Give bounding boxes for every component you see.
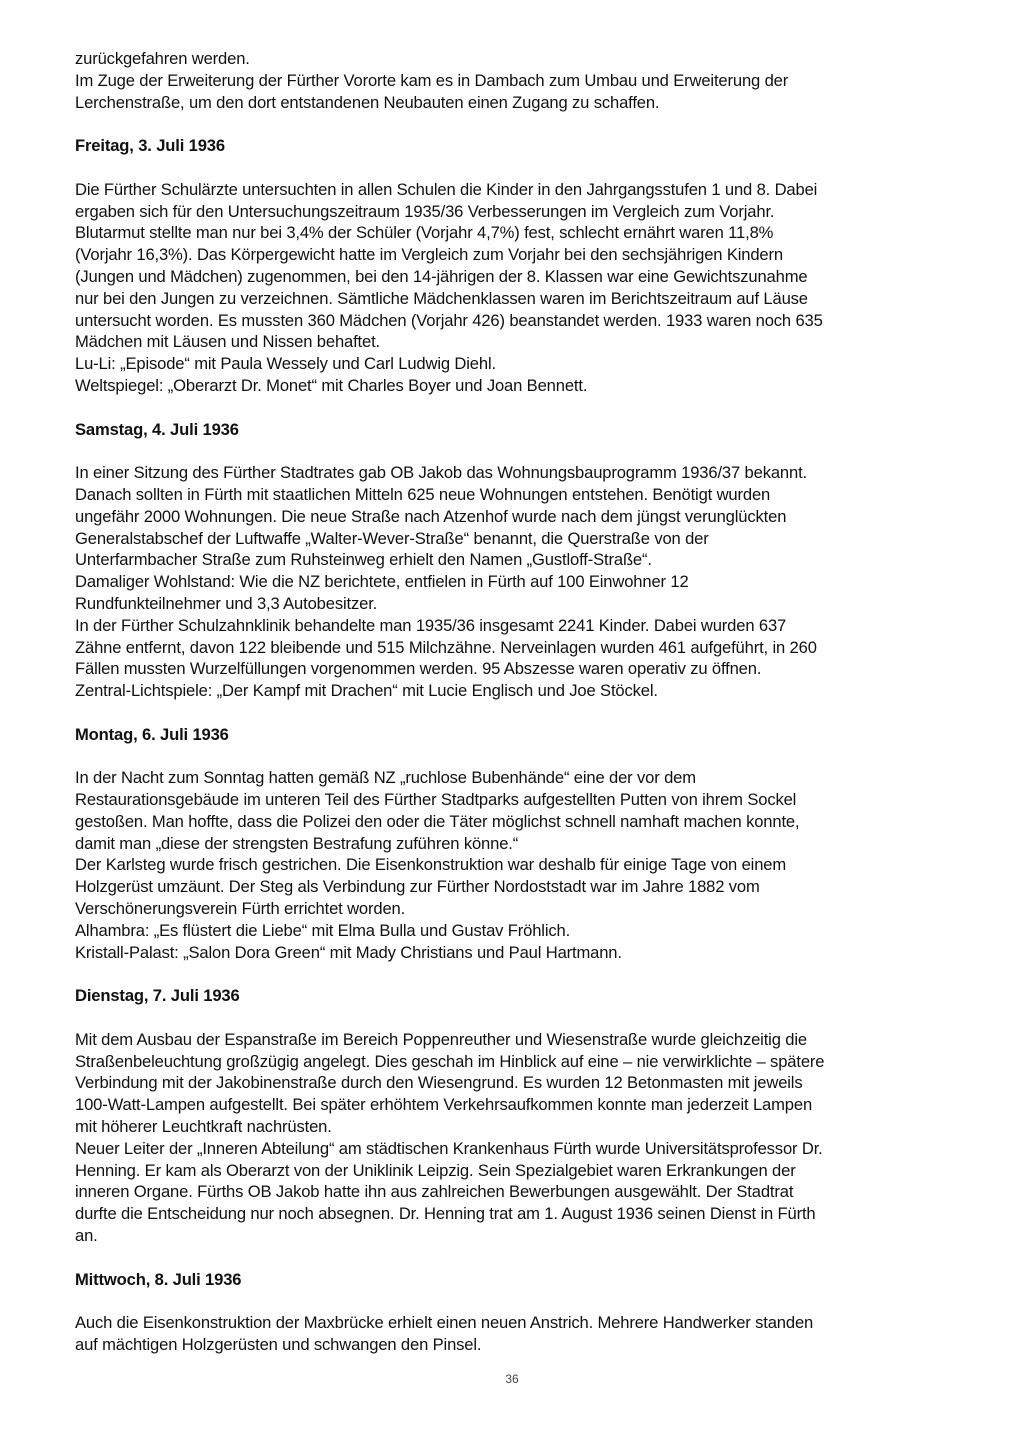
text-line: Danach sollten in Fürth mit staatlichen Mitteln 625 neue Wohnungen entstehen. Benötigt wurden [75, 484, 771, 504]
text-line: auf mächtigen Holzgerüsten und schwangen den Pinsel. [75, 1335, 482, 1355]
text-line: untersucht worden. Es mussten 360 Mädchen (Vorjahr 426) beanstandet werden. 1933 waren noch 635 [75, 310, 823, 330]
text-line: Alhambra: „Es flüstert die Liebe“ mit Elma Bulla und Gustav Fröhlich. [75, 920, 571, 940]
section-heading: Dienstag, 7. Juli 1936 [75, 986, 240, 1006]
intro-paragraph [75, 48, 965, 113]
document-page [75, 48, 965, 1356]
text-line: Mit dem Ausbau der Espanstraße im Bereich Poppenreuther und Wiesenstraße wurde gleichzeitig die [75, 1029, 807, 1049]
section-heading: Mittwoch, 8. Juli 1936 [75, 1269, 242, 1289]
text-line: inneren Organe. Fürths OB Jakob hatte ihn aus zahlreichen Bewerbungen ausgewählt. Der Stadtrat [75, 1182, 794, 1202]
text-line: Damaliger Wohlstand: Wie die NZ berichtete, entfielen in Fürth auf 100 Einwohner 12 [75, 572, 689, 592]
text-line: Henning. Er kam als Oberarzt von der Uniklinik Leipzig. Sein Spezialgebiet waren Erkrankungen der [75, 1160, 796, 1180]
text-line: (Vorjahr 16,3%). Das Körpergewicht hatte im Vergleich zum Vorjahr bei den sechsjährigen Kindern [75, 245, 783, 265]
text-line: Verbindung mit der Jakobinenstraße durch den Wiesengrund. Es wurden 12 Betonmasten mit jeweils [75, 1073, 803, 1093]
text-line: Zentral-Lichtspiele: „Der Kampf mit Drachen“ mit Lucie Englisch und Joe Stöckel. [75, 681, 658, 701]
text-line: Zähne entfernt, davon 122 bleibende und 515 Milchzähne. Nerveinlagen wurden 461 aufgeführt, in 260 [75, 637, 817, 657]
text-line: Der Karlsteg wurde frisch gestrichen. Die Eisenkonstruktion war deshalb für einige Tage von einem [75, 855, 787, 875]
text-line: (Jungen und Mädchen) zugenommen, bei den 14-jährigen der 8. Klassen war eine Gewichtszunahme [75, 266, 808, 286]
text-line: 100-Watt-Lampen aufgestellt. Bei später erhöhtem Verkehrsaufkommen konnte man jederzeit Lampen [75, 1095, 813, 1115]
text-line: zurückgefahren werden. [75, 49, 250, 68]
section-heading: Freitag, 3. Juli 1936 [75, 136, 225, 156]
text-line: Lerchenstraße, um den dort entstandenen Neubauten einen Zugang zu schaffen. [75, 92, 660, 112]
text-line: Generalstabschef der Luftwaffe „Walter-Wever-Straße“ benannt, die Querstraße von der [75, 528, 709, 548]
text-line: Neuer Leiter der „Inneren Abteilung“ am städtischen Krankenhaus Fürth wurde Universitätsprofessor Dr. [75, 1138, 823, 1158]
text-line: Die Fürther Schulärzte untersuchten in allen Schulen die Kinder in den Jahrgangsstufen 1 und 8. Dabei [75, 179, 818, 199]
text-line: Straßenbeleuchtung großzügig angelegt. Dies geschah im Hinblick auf eine – nie verwirklichte – spätere [75, 1051, 825, 1071]
section-heading: Samstag, 4. Juli 1936 [75, 419, 239, 439]
text-line: Lu-Li: „Episode“ mit Paula Wessely und Carl Ludwig Diehl. [75, 354, 496, 374]
text-line: gestoßen. Man hoffte, dass die Polizei den oder die Täter möglichst schnell namhaft machen konnte, [75, 811, 800, 831]
text-line: mit höherer Leuchtkraft nachrüsten. [75, 1117, 332, 1137]
section-body [75, 767, 965, 963]
text-line: damit man „diese der strengsten Bestrafung zuführen könne.“ [75, 833, 519, 853]
text-line: Im Zuge der Erweiterung der Fürther Vororte kam es in Dambach zum Umbau und Erweiterung der [75, 70, 789, 90]
text-line: Weltspiegel: „Oberarzt Dr. Monet“ mit Charles Boyer und Joan Bennett. [75, 375, 588, 395]
section-body [75, 1029, 965, 1247]
diary-section-monday [75, 724, 965, 964]
text-line: durfte die Entscheidung nur noch absegnen. Dr. Henning trat am 1. August 1936 seinen Dienst in Fürth [75, 1204, 816, 1224]
text-line: Verschönerungsverein Fürth errichtet worden. [75, 899, 406, 919]
text-line: Auch die Eisenkonstruktion der Maxbrücke erhielt einen neuen Anstrich. Mehrere Handwerker standen [75, 1313, 814, 1333]
section-body [75, 462, 965, 702]
text-line: In der Fürther Schulzahnklinik behandelte man 1935/36 insgesamt 2241 Kinder. Dabei wurden 637 [75, 615, 787, 635]
text-line: In einer Sitzung des Fürther Stadtrates gab OB Jakob das Wohnungsbauprogramm 1936/37 bekannt. [75, 463, 807, 483]
text-line: Holzgerüst umzäunt. Der Steg als Verbindung zur Fürther Nordoststadt war im Jahre 1882 vom [75, 877, 760, 897]
text-line: Restaurationsgebäude im unteren Teil des Fürther Stadtparks aufgestellten Putten von ihrem Sockel [75, 790, 797, 810]
text-line: In der Nacht zum Sonntag hatten gemäß NZ „ruchlose Bubenhände“ eine der vor dem [75, 768, 696, 788]
text-line: Blutarmut stellte man nur bei 3,4% der Schüler (Vorjahr 4,7%) fest, schlecht ernährt waren 11,8% [75, 223, 774, 243]
text-line: ungefähr 2000 Wohnungen. Die neue Straße nach Atzenhof wurde nach dem jüngst verunglückten [75, 506, 787, 526]
section-body [75, 179, 965, 397]
text-line: ergaben sich für den Untersuchungszeitraum 1935/36 Verbesserungen im Vergleich zum Vorjahr. [75, 201, 775, 221]
text-line: an. [75, 1226, 98, 1246]
diary-section-wednesday [75, 1269, 965, 1356]
text-line: Kristall-Palast: „Salon Dora Green“ mit Mady Christians und Paul Hartmann. [75, 942, 622, 962]
page-number: 36 [505, 1372, 519, 1386]
text-line: Fällen mussten Wurzelfüllungen vorgenommen werden. 95 Abszesse waren operativ zu öffnen. [75, 659, 762, 679]
text-line: Rundfunkteilnehmer und 3,3 Autobesitzer. [75, 593, 378, 613]
section-body [75, 1312, 965, 1356]
diary-section-saturday [75, 419, 965, 702]
section-heading: Montag, 6. Juli 1936 [75, 724, 229, 744]
text-line: nur bei den Jungen zu verzeichnen. Sämtliche Mädchenklassen waren im Berichtszeitraum auf Läuse [75, 288, 808, 308]
text-line: Unterfarmbacher Straße zum Ruhsteinweg erhielt den Namen „Gustloff-Straße“. [75, 550, 652, 570]
diary-section-tuesday [75, 985, 965, 1247]
diary-section-friday [75, 135, 965, 397]
text-line: Mädchen mit Läusen und Nissen behaftet. [75, 332, 381, 352]
